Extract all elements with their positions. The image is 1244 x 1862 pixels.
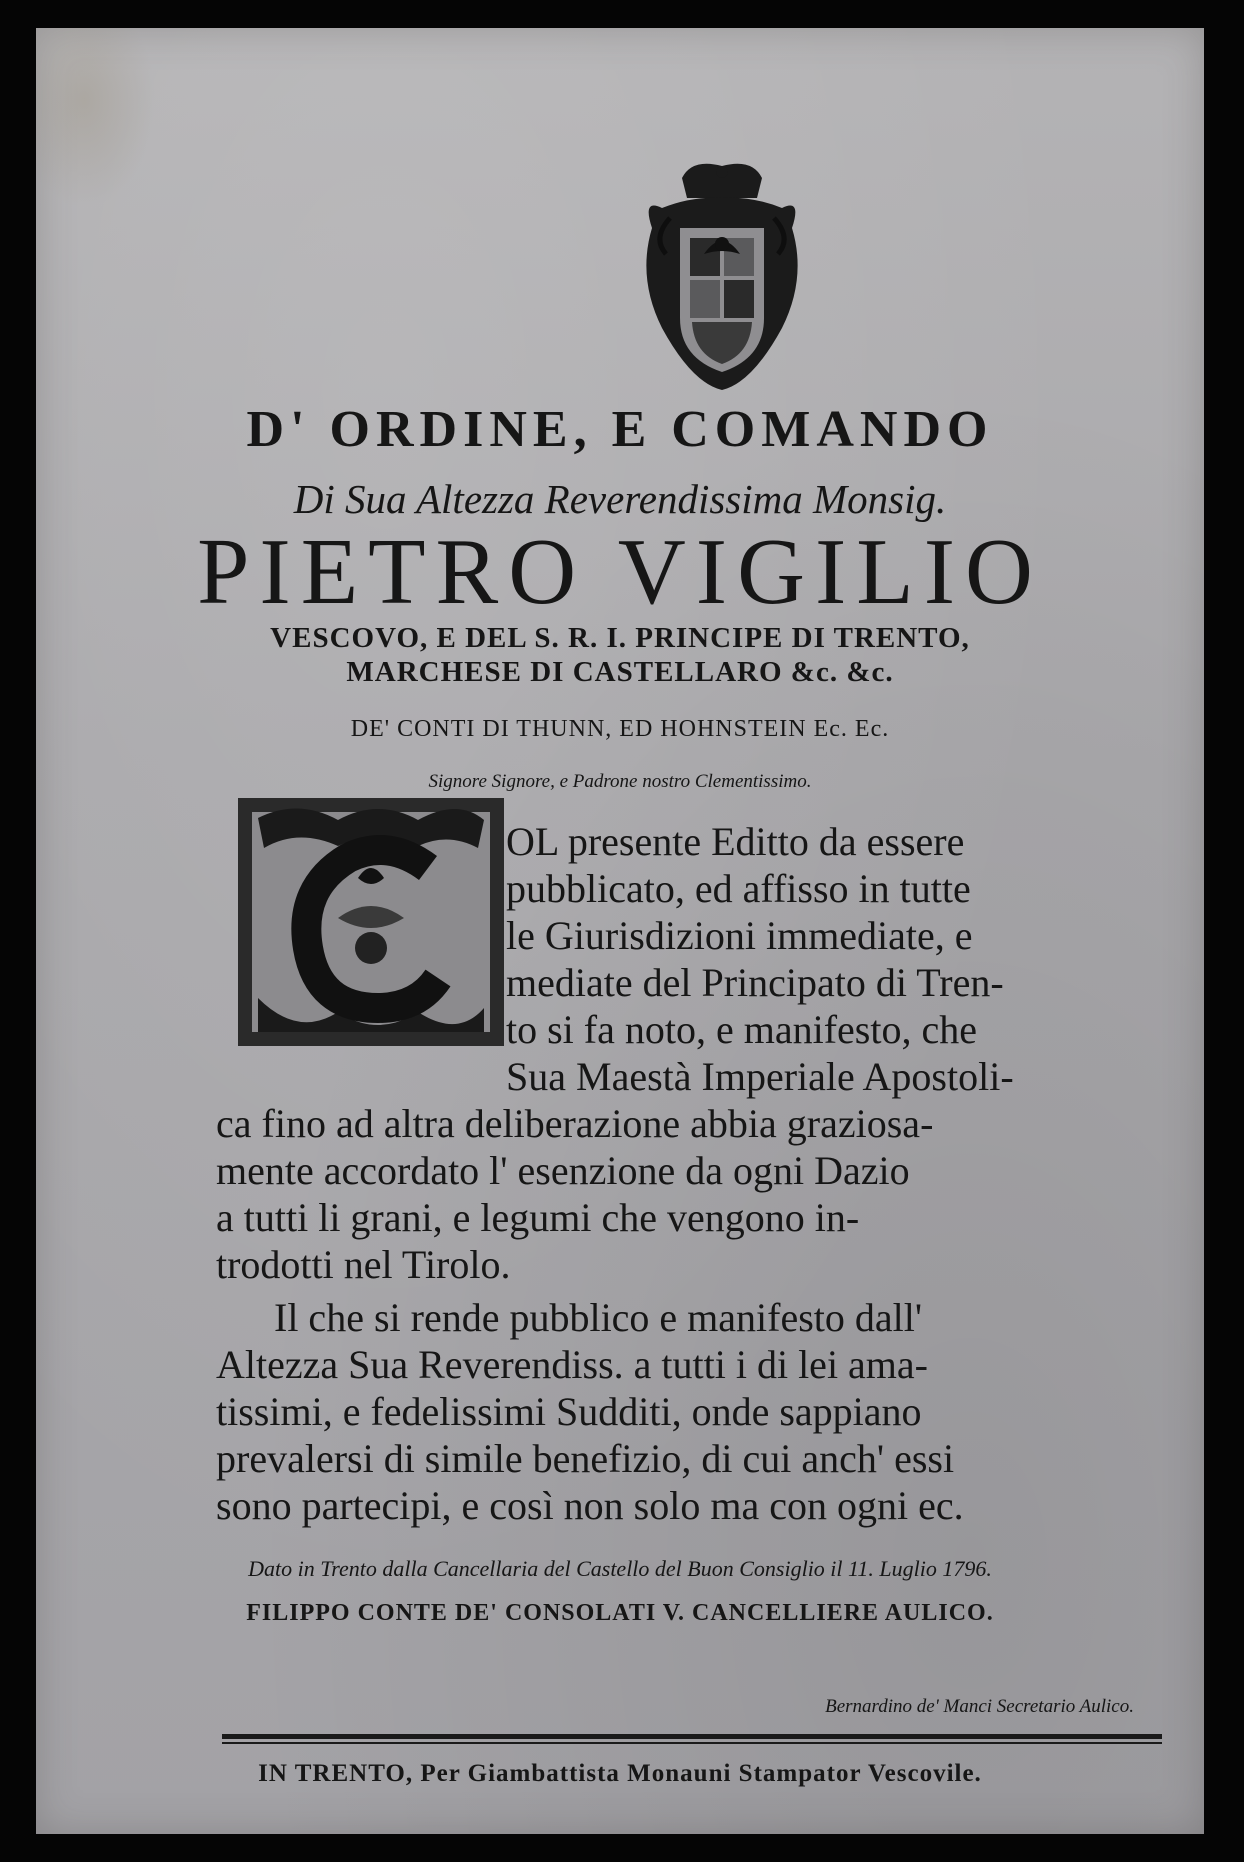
paragraph-line: prevalersi di simile benefizio, di cui anch' essi (216, 1436, 955, 1481)
secretary-line: Bernardino de' Manci Secretario Aulico. (825, 1696, 1134, 1717)
edict-sheet (36, 28, 1204, 1834)
coat-of-arms-icon (632, 158, 812, 394)
edict-paragraph-2 (216, 1294, 1196, 1529)
paragraph-line: OL presente Editto da essere (506, 819, 965, 864)
heading-lord: Signore Signore, e Padrone nostro Clementissimo. (428, 771, 812, 792)
paragraph-line: mente accordato l' esenzione da ogni Dazio (216, 1148, 910, 1193)
heading-counts: DE' CONTI DI THUNN, ED HOHNSTEIN Ec. Ec. (350, 716, 890, 742)
paragraph-line: Sua Maestà Imperiale Apostoli- (506, 1054, 1014, 1099)
printer-line: IN TRENTO, Per Giambattista Monauni Stampator Vescovile. (258, 1760, 982, 1787)
paragraph-line: sono partecipi, e così non solo ma con ogni ec. (216, 1483, 964, 1528)
paragraph-line: mediate del Principato di Tren- (506, 960, 1004, 1005)
divider-rule (222, 1734, 1162, 1739)
paper-stain (36, 28, 156, 208)
date-line: Dato in Trento dalla Cancellaria del Castello del Buon Consiglio il 11. Luglio 1796. (248, 1556, 992, 1581)
divider-rule-thin (222, 1742, 1162, 1744)
paragraph-line: to si fa noto, e manifesto, che (506, 1007, 977, 1052)
paragraph-line: Altezza Sua Reverendiss. a tutti i di lei ama- (216, 1342, 928, 1387)
edict-paragraph-1 (216, 818, 1196, 1288)
paragraph-line: ca fino ad altra deliberazione abbia graziosa- (216, 1101, 934, 1146)
paragraph-line: pubblicato, ed affisso in tutte (506, 866, 971, 911)
heading-name: PIETRO VIGILIO (197, 520, 1043, 624)
paragraph-line: tissimi, e fedelissimi Sudditi, onde sappiano (216, 1389, 922, 1434)
paragraph-line: le Giurisdizioni immediate, e (506, 913, 973, 958)
paragraph-line: trodotti nel Tirolo. (216, 1242, 511, 1287)
paragraph-line: Il che si rende pubblico e manifesto dall' (274, 1295, 923, 1340)
heading-marquis: MARCHESE DI CASTELLARO &c. &c. (346, 656, 894, 688)
paragraph-line: a tutti li grani, e legumi che vengono in- (216, 1195, 860, 1240)
signatory-line: FILIPPO CONTE DE' CONSOLATI V. CANCELLIERE AULICO. (246, 1600, 994, 1626)
heading-order: D' ORDINE, E COMANDO (246, 401, 994, 458)
heading-highness: Di Sua Altezza Reverendissima Monsig. (293, 476, 947, 522)
heading-title: VESCOVO, E DEL S. R. I. PRINCIPE DI TRENTO, (270, 622, 970, 654)
